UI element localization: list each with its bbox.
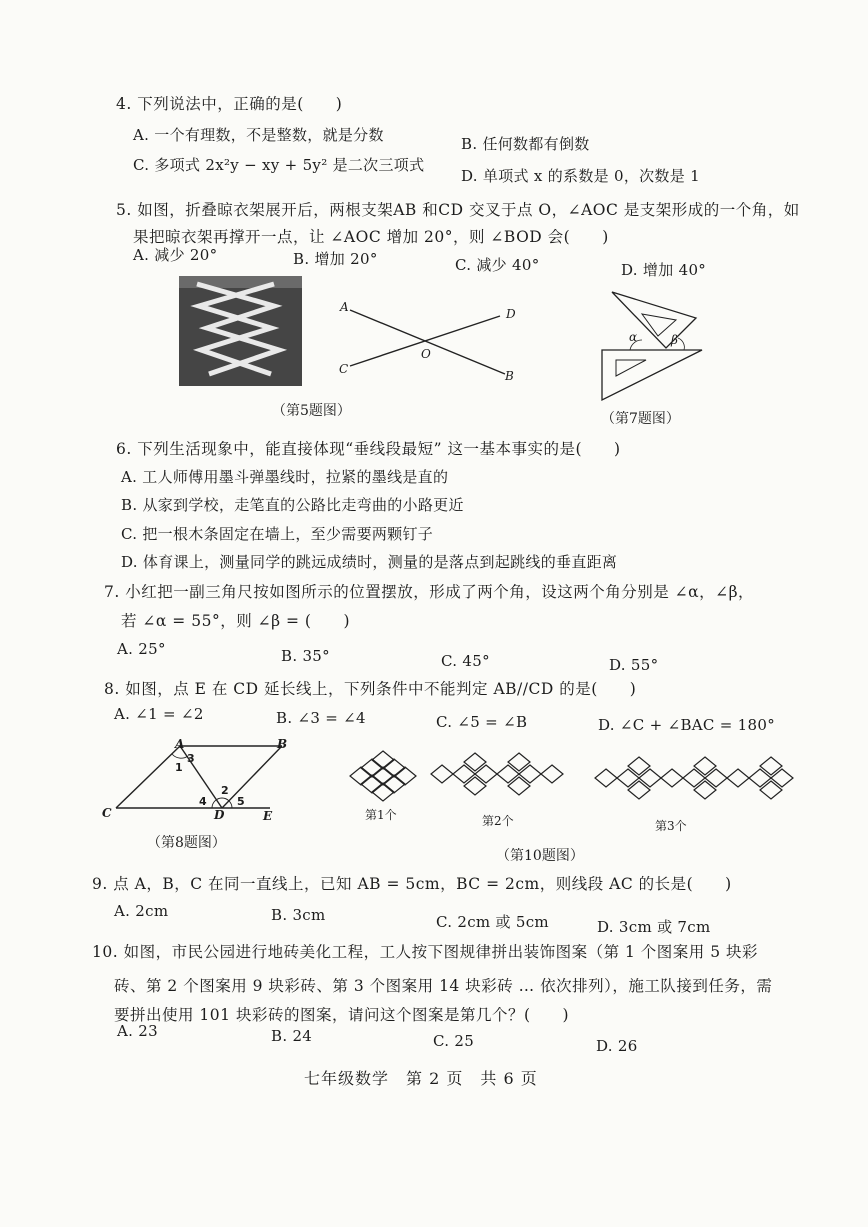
q6-option-b: B. 从家到学校，走笔直的公路比走弯曲的小路更近 (121, 496, 464, 514)
q6-option-c: C. 把一根木条固定在墙上，至少需要两颗钉子 (121, 525, 434, 543)
fig5-photo (179, 276, 302, 386)
fig5-label-C: C (339, 362, 349, 376)
q10-stem-line3: 要拼出使用 101 块彩砖的图案，请问这个图案是第几个？( ) (114, 1006, 570, 1024)
fig7-caption: （第7题图） (601, 411, 680, 427)
q9-option-d: D. 3cm 或 7cm (597, 918, 711, 936)
q10-option-b: B. 24 (271, 1027, 313, 1045)
q10-stem-line1: 10. 如图，市民公园进行地砖美化工程，工人按下图规律拼出装饰图案（第 1 个图案用 5 块彩 (92, 943, 759, 961)
pattern-2 (431, 753, 563, 795)
q6-option-d: D. 体育课上，测量同学的跳远成绩时，测量的是落点到起跳线的垂直距离 (121, 553, 618, 571)
fig5-rack-lattice (179, 276, 302, 386)
q5-option-d: D. 增加 40° (621, 261, 707, 279)
fig7-beta-label: β (671, 333, 678, 347)
fig10-label-1: 第1个 (365, 808, 397, 822)
fig5-crossing-lines (330, 296, 530, 386)
q7-option-a: A. 25° (117, 640, 166, 658)
q7-stem-line1: 7. 小红把一副三角尺按如图所示的位置摆放，形成了两个角，设这两个角分别是 ∠α，∠β， (104, 583, 755, 601)
q5-option-c: C. 减少 40° (455, 256, 540, 274)
q10-option-c: C. 25 (433, 1032, 475, 1050)
q7-option-b: B. 35° (281, 647, 330, 665)
q7-stem-line2: 若 ∠α = 55°，则 ∠β = ( ) (121, 612, 351, 630)
q5-option-a: A. 减少 20° (133, 246, 218, 264)
fig8-label-A: A (175, 737, 185, 751)
fig5-label-D: D (506, 307, 516, 321)
fig5-caption: （第5题图） (272, 403, 351, 419)
fig10-label-3: 第3个 (655, 819, 687, 833)
q5-option-b: B. 增加 20° (293, 250, 378, 268)
q5-stem-line1: 5. 如图，折叠晾衣架展开后，两根支架AB 和CD 交叉于点 O，∠AOC 是支架形成的一个角，如 (116, 201, 800, 219)
q9-option-a: A. 2cm (114, 902, 169, 920)
fig10-caption: （第10题图） (496, 848, 584, 864)
q4-option-d: D. 单项式 x 的系数是 0，次数是 1 (461, 167, 700, 185)
fig7-alpha-label: α (629, 330, 638, 344)
q4-option-b: B. 任何数都有倒数 (461, 135, 590, 153)
q6-option-a: A. 工人师傅用墨斗弹墨线时，拉紧的墨线是直的 (121, 468, 449, 486)
q7-option-d: D. 55° (609, 656, 659, 674)
q5-stem-line2: 果把晾衣架再撑开一点，让 ∠AOC 增加 20°，则 ∠BOD 会( ) (133, 228, 609, 246)
fig8-angle-3: 3 (187, 752, 195, 765)
q6-stem: 6. 下列生活现象中，能直接体现“垂线段最短” 这一基本事实的是( ) (116, 440, 621, 458)
fig10-label-2: 第2个 (482, 814, 514, 828)
q8-option-a: A. ∠1 = ∠2 (114, 705, 204, 723)
fig5-label-O: O (421, 347, 431, 361)
q4-option-c: C. 多项式 2x²y − xy + 5y² 是二次三项式 (133, 156, 425, 174)
q9-stem: 9. 点 A，B，C 在同一直线上，已知 AB = 5cm，BC = 2cm，则线段 AC 的长是( ) (92, 875, 732, 893)
q10-option-a: A. 23 (117, 1022, 158, 1040)
fig8-label-C: C (102, 806, 112, 820)
fig7-set-squares (598, 288, 708, 398)
pattern-3 (595, 757, 793, 799)
q9-option-b: B. 3cm (271, 906, 326, 924)
q7-option-c: C. 45° (441, 652, 490, 670)
q9-option-c: C. 2cm 或 5cm (436, 913, 549, 931)
fig8-caption: （第8题图） (147, 835, 226, 851)
q4-stem: 4. 下列说法中，正确的是( ) (116, 95, 343, 113)
fig8-angle-4: 4 (199, 795, 207, 808)
page-footer: 七年级数学 第 2 页 共 6 页 (304, 1069, 538, 1088)
fig8-label-E: E (263, 809, 273, 823)
q8-option-c: C. ∠5 = ∠B (436, 713, 528, 731)
fig5-label-A: A (340, 300, 349, 314)
q8-option-b: B. ∠3 = ∠4 (276, 709, 366, 727)
fig8-angle-1: 1 (175, 761, 183, 774)
q10-option-d: D. 26 (596, 1037, 638, 1055)
fig8-label-D: D (214, 808, 225, 822)
fig8-angle-2: 2 (221, 784, 229, 797)
pattern-1 (350, 751, 416, 801)
fig8-label-B: B (277, 737, 288, 751)
fig5-label-B: B (505, 369, 514, 383)
q10-stem-line2: 砖、第 2 个图案用 9 块彩砖、第 3 个图案用 14 块彩砖 … 依次排列），施工队接到任务，需 (114, 977, 773, 995)
fig8-angle-5: 5 (237, 795, 245, 808)
q8-stem: 8. 如图，点 E 在 CD 延长线上，下列条件中不能判定 AB//CD 的是( ) (104, 680, 637, 698)
q8-option-d: D. ∠C + ∠BAC = 180° (598, 716, 776, 734)
q4-option-a: A. 一个有理数，不是整数，就是分数 (133, 126, 384, 144)
fig10-tile-patterns (338, 744, 838, 814)
